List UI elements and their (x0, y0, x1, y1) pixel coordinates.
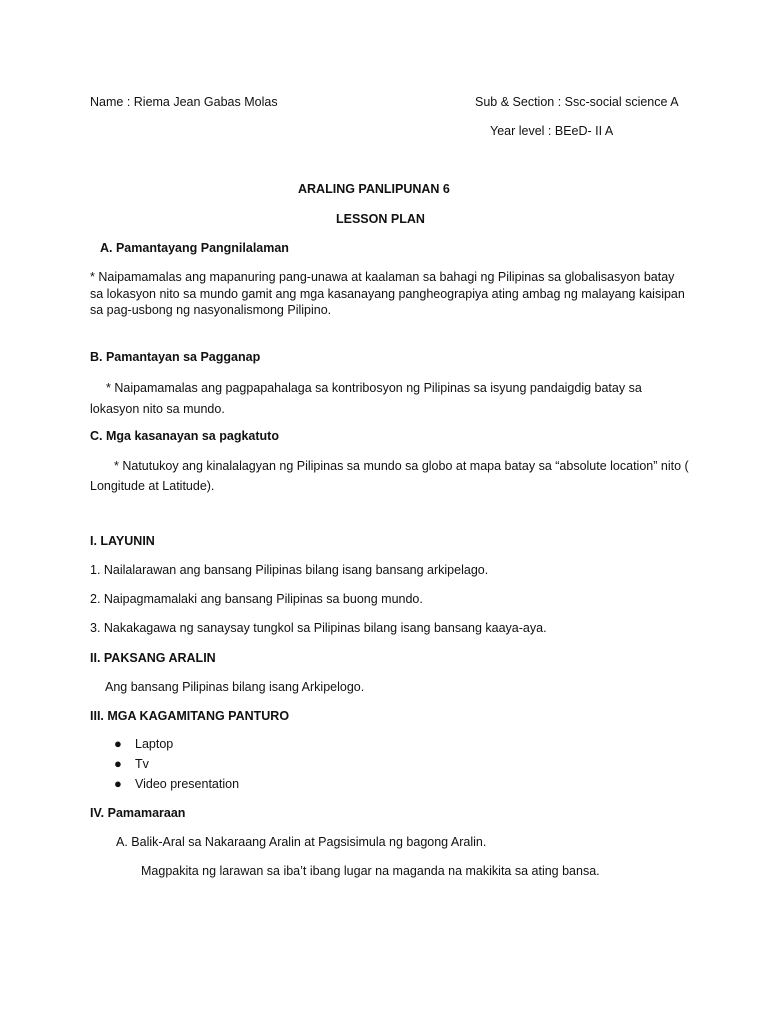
pamamaraan-sub-a: A. Balik-Aral sa Nakaraang Aralin at Pagsisimula ng bagong Aralin. (116, 835, 487, 849)
layunin-item: 1. Nailalarawan ang bansang Pilipinas bilang isang bansang arkipelago. (90, 563, 489, 577)
year-level: Year level : BEeD- II A (490, 124, 614, 138)
paksa-body: Ang bansang Pilipinas bilang isang Arkipelogo. (105, 680, 365, 694)
pamamaraan-heading: IV. Pamamaraan (90, 806, 186, 820)
document-page: Name : Riema Jean Gabas Molas Sub & Section : Ssc-social science A Year level : BEeD- II A ARALING PANLIPUNAN 6 LESSON PLAN A. Pamantayang Pangnilalaman * Naipamamalas ang mapanuring pang-unawa at kaalaman sa bahagi ng Pilipinas sa globalisasyon batay sa lokasyon nito sa mundo gamit ang mga kasanayang pangheograpiya ating ambag ng malayang kaisipan sa pag-usbong ng nasyonalismong Pilipino. B. Pamantayan sa Pagganap * Naipamamalas ang pagpapahalaga sa kontribosyon ng Pilipinas sa isyung pandaigdig batay sa lokasyon nito sa mundo. C. Mga kasanayan sa pagkatuto * Natutukoy ang kinalalagyan ng Pilipinas sa mundo sa globo at mapa batay sa “absolute location” nito ( Longitude at Latitude). I. LAYUNIN 1. Nailalarawan ang bansang Pilipinas bilang isang bansang arkipelago. 2. Naipagmamalaki ang bansang Pilipinas sa buong mundo. 3. Nakakagawa ng sanaysay tungkol sa Pilipinas bilang isang bansang kaaya-aya. II. PAKSANG ARALIN Ang bansang Pilipinas bilang isang Arkipelogo. III. MGA KAGAMITANG PANTURO ● Laptop ● Tv ● Video presentation IV. Pamamaraan A. Balik-Aral sa Nakaraang Aralin at Pagsisimula ng bagong Aralin. Magpakita ng larawan sa iba’t ibang lugar na maganda na makikita sa ating bansa. (90, 95, 689, 878)
paksa-heading: II. PAKSANG ARALIN (90, 651, 216, 665)
pamamaraan-sub-a-body: Magpakita ng larawan sa iba’t ibang lugar na maganda na makikita sa ating bansa. (141, 864, 600, 878)
bullet-icon: ● (114, 776, 122, 791)
student-name: Name : Riema Jean Gabas Molas (90, 95, 278, 109)
bullet-icon: ● (114, 756, 122, 771)
section-c-body: * Natutukoy ang kinalalagyan ng Pilipinas sa mundo sa globo at mapa batay sa “absolute location” nito ( Longitude at Latitude). (90, 459, 689, 493)
kagamitan-heading: III. MGA KAGAMITANG PANTURO (90, 709, 290, 723)
section-b-body: * Naipamamalas ang pagpapahalaga sa kontribosyon ng Pilipinas sa isyung pandaigdig batay sa lokasyon nito sa mundo. (90, 381, 642, 416)
section-c-heading: C. Mga kasanayan sa pagkatuto (90, 429, 279, 443)
sub-section: Sub & Section : Ssc-social science A (475, 95, 679, 109)
bullet-icon: ● (114, 736, 122, 751)
layunin-item: 2. Naipagmamalaki ang bansang Pilipinas sa buong mundo. (90, 592, 423, 606)
lesson-plan-title: LESSON PLAN (336, 212, 425, 226)
layunin-item: 3. Nakakagawa ng sanaysay tungkol sa Pilipinas bilang isang bansang kaaya-aya. (90, 621, 547, 635)
layunin-heading: I. LAYUNIN (90, 534, 155, 548)
subject-title: ARALING PANLIPUNAN 6 (298, 182, 450, 196)
section-a-body: * Naipamamalas ang mapanuring pang-unawa at kaalaman sa bahagi ng Pilipinas sa globalisasyon batay sa lokasyon nito sa mundo gamit ang mga kasanayang pangheograpiya ating ambag ng malayang kaisipan sa pag-usbong ng nasyonalismong Pilipino. (90, 270, 685, 317)
section-b-heading: B. Pamantayan sa Pagganap (90, 350, 261, 364)
section-a-heading: A. Pamantayang Pangnilalaman (100, 241, 289, 255)
